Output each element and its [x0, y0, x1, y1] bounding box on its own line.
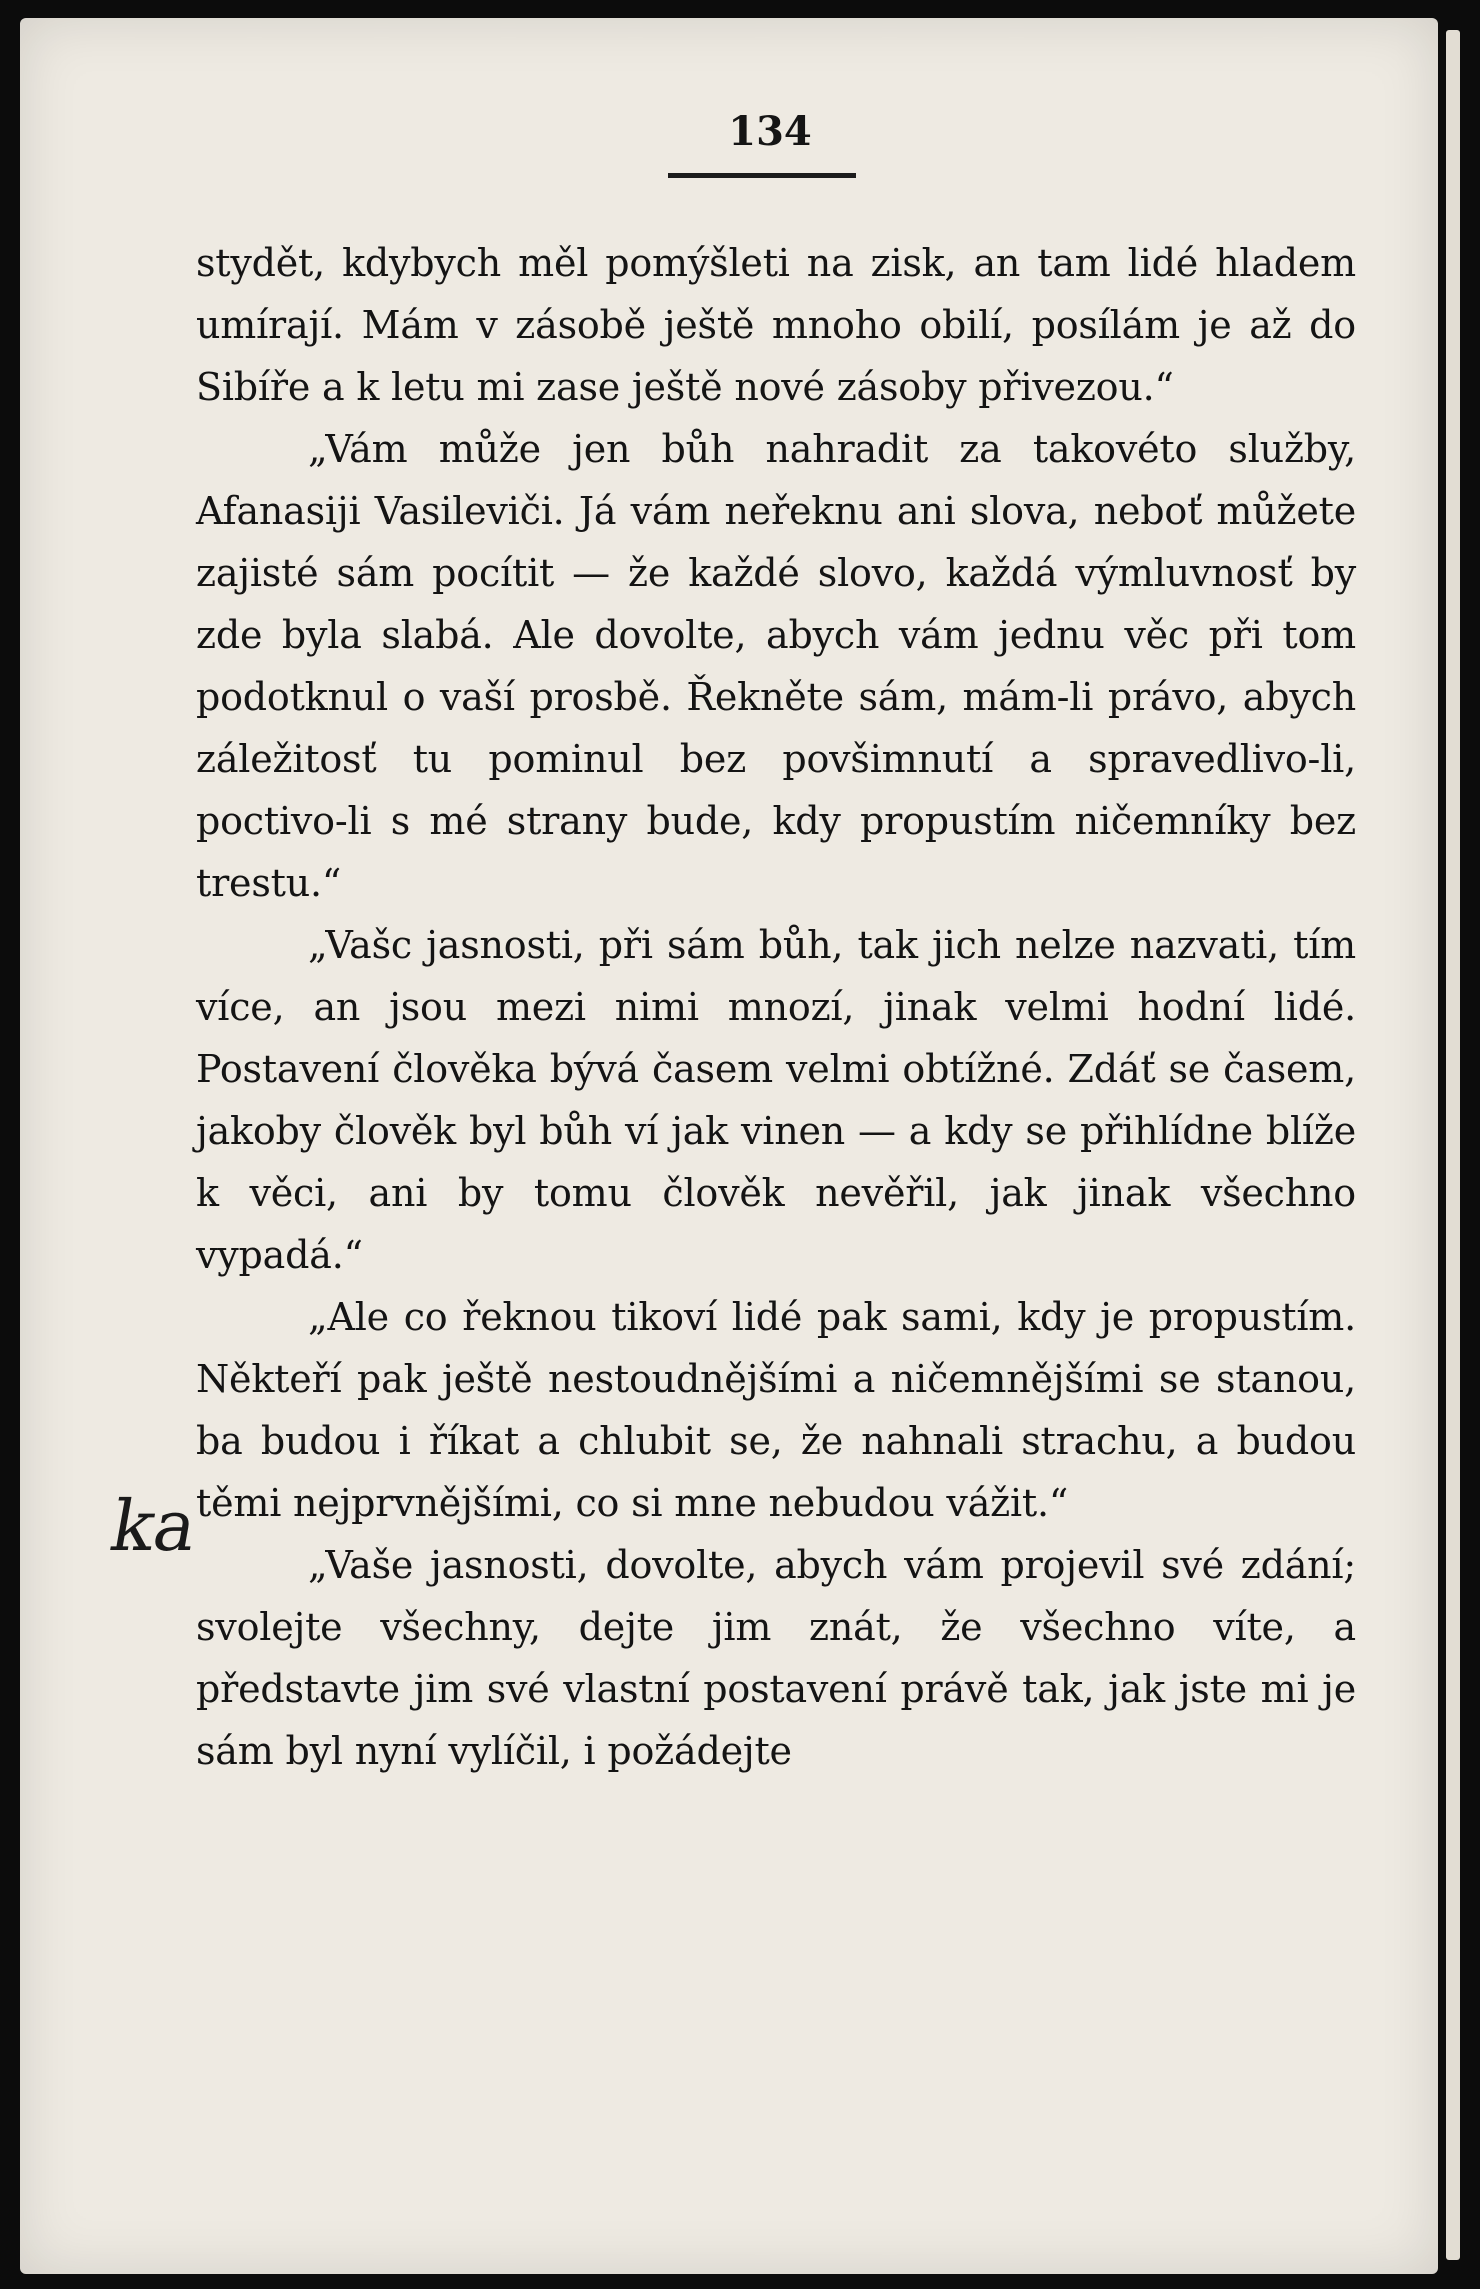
page-number: 134 — [728, 108, 812, 155]
paragraph-2: „Vám může jen bůh nahradit za takovéto služby, Afanasiji Vasileviči. Já vám neřeknu ani slova, neboť můžete zajisté sám pocítit — že každé slovo, každá výmluvnosť by zde byla slabá. Ale dovolte, abych vám jednu věc při tom podotknul o vaší prosbě. Řekněte sám, mám-li právo, abych záležitosť tu pominul bez povšimnutí a spravedlivo-li, poctivo-li s mé strany bude, kdy propustím ničemníky bez trestu.“ — [196, 427, 1356, 905]
page-edge — [1446, 30, 1460, 2260]
paragraph-3: „Vašc jasnosti, při sám bůh, tak jich nelze nazvati, tím více, an jsou mezi nimi mnozí, jinak velmi hodní lidé. Postavení člověka bývá časem velmi obtížné. Zdáť se časem, jakoby člověk byl bůh ví jak vinen — a kdy se přihlídne blíže k věci, ani by tomu člověk nevěřil, jak jinak všechno vypadá.“ — [196, 923, 1356, 1277]
body-text — [196, 232, 1356, 1782]
margin-annotation: ka — [104, 1485, 204, 1567]
header-rule — [668, 173, 856, 178]
paragraph-4: „Ale co řeknou tikoví lidé pak sami, kdy je propustím. Někteří pak ještě nestoudnějšími a ničemnějšími se stanou, ba budou i říkat a chlubit se, že nahnali strachu, a budou těmi nejprvnějšími, co si mne nebudou vážit.“ — [196, 1295, 1356, 1525]
paragraph-1: stydět, kdybych měl pomýšleti na zisk, an tam lidé hladem umírají. Mám v zásobě ještě mnoho obilí, posílám je až do Sibíře a k letu mi zase ještě nové zásoby přivezou.“ — [196, 241, 1356, 409]
paragraph-5: „Vaše jasnosti, dovolte, abych vám projevil své zdání; svolejte všechny, dejte jim znát, že všechno víte, a představte jim své vlastní postavení právě tak, jak jste mi je sám byl nyní vylíčil, i požádejte — [196, 1543, 1356, 1773]
